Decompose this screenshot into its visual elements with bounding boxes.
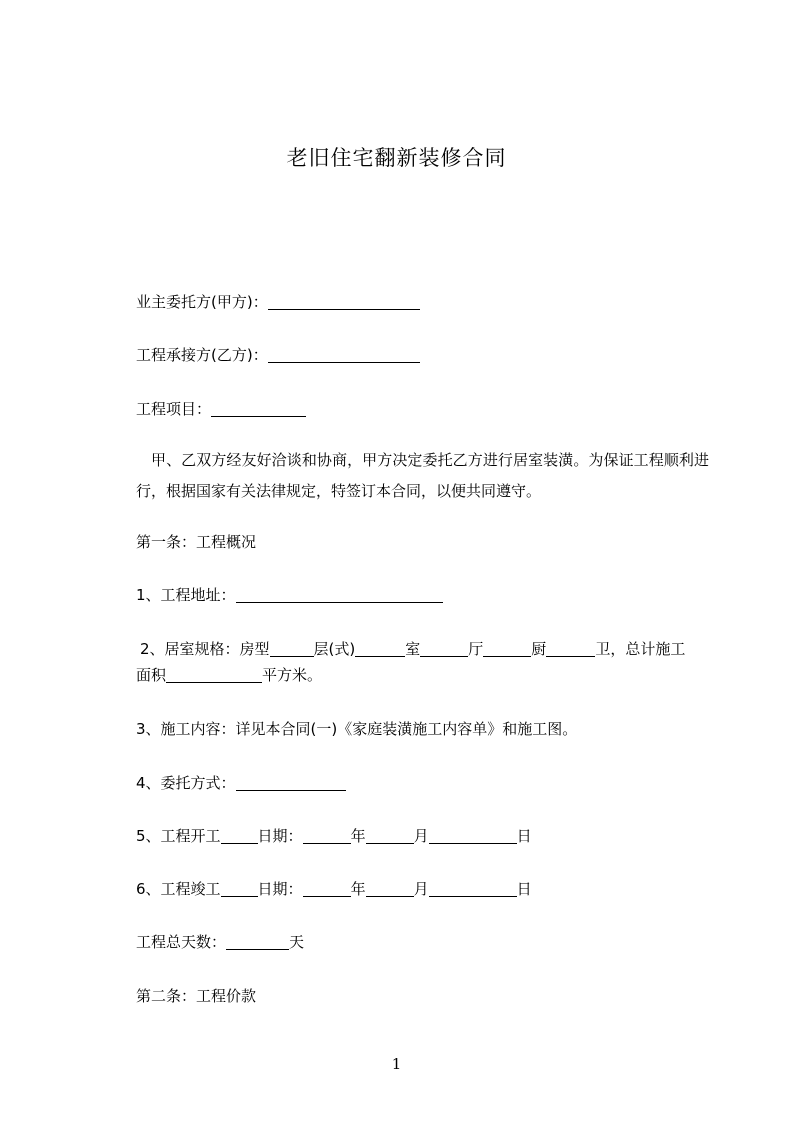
start-date-label: 日期：: [257, 827, 303, 845]
end-year-unit: 年: [350, 880, 366, 898]
spec-floor-label: 层(式): [313, 640, 356, 658]
document-title: 老旧住宅翻新装修合同: [286, 146, 507, 170]
days-blank[interactable]: [226, 933, 289, 950]
spec-room-label: 室: [405, 640, 421, 658]
party-b-label: 工程承接方(乙方)：: [136, 346, 268, 364]
spec-kitchen-label: 厨: [531, 640, 547, 658]
mode-blank[interactable]: [236, 774, 346, 791]
start-month-blank[interactable]: [366, 827, 414, 844]
spec-kitchen-blank[interactable]: [546, 640, 595, 657]
start-line: [136, 823, 532, 849]
end-type-blank[interactable]: [221, 880, 258, 897]
party-a-line: [136, 289, 420, 315]
end-day-unit: 日: [516, 880, 532, 898]
project-label: 工程项目：: [136, 400, 212, 418]
spec-line-1: [140, 636, 685, 662]
party-a-blank[interactable]: [268, 293, 420, 310]
intro-paragraph: 甲、乙双方经友好洽谈和协商，甲方决定委托乙方进行居室装潢。为保证工程顺利进行，根据国家有关法律规定，特签订本合同，以便共同遵守。: [136, 451, 709, 500]
spec-floor-blank[interactable]: [355, 640, 405, 657]
days-line: [136, 929, 304, 955]
start-day-blank[interactable]: [429, 827, 517, 844]
article1-heading: 第一条：工程概况: [136, 533, 257, 551]
start-type-blank[interactable]: [221, 827, 258, 844]
spec-area-prefix: 面积: [136, 666, 167, 684]
mode-line: [136, 770, 346, 796]
start-month-unit: 月: [413, 827, 429, 845]
content-line: 3、施工内容：详见本合同(一)《家庭装潢施工内容单》和施工图。: [136, 720, 578, 738]
party-a-label: 业主委托方(甲方)：: [136, 293, 268, 311]
article2-heading: 第二条：工程价款: [136, 987, 257, 1005]
spec-area-unit: 平方米。: [262, 666, 323, 684]
end-date-label: 日期：: [257, 880, 303, 898]
start-year-unit: 年: [350, 827, 366, 845]
spec-line-2: [136, 662, 322, 688]
spec-prefix: 2、居室规格：房型: [140, 640, 270, 658]
end-year-blank[interactable]: [303, 880, 351, 897]
project-blank[interactable]: [211, 400, 306, 417]
spec-room-blank[interactable]: [420, 640, 468, 657]
project-line: [136, 396, 306, 422]
spec-area-blank[interactable]: [166, 666, 262, 683]
party-b-line: [136, 342, 420, 368]
spec-hall-blank[interactable]: [483, 640, 531, 657]
party-b-blank[interactable]: [268, 346, 420, 363]
address-line: [136, 582, 443, 608]
end-line: [136, 876, 532, 902]
start-day-unit: 日: [516, 827, 532, 845]
end-day-blank[interactable]: [429, 880, 517, 897]
spec-type-blank[interactable]: [270, 640, 314, 657]
mode-label: 4、委托方式：: [136, 774, 236, 792]
end-month-unit: 月: [413, 880, 429, 898]
days-unit: 天: [289, 933, 305, 951]
address-label: 1、工程地址：: [136, 586, 236, 604]
page-number: 1: [391, 1055, 402, 1073]
address-blank[interactable]: [236, 586, 443, 603]
days-label: 工程总天数：: [136, 933, 227, 951]
end-label: 6、工程竣工: [136, 880, 221, 898]
start-year-blank[interactable]: [303, 827, 351, 844]
spec-bath-label: 卫，总计施工: [595, 640, 686, 658]
start-label: 5、工程开工: [136, 827, 221, 845]
spec-hall-label: 厅: [468, 640, 484, 658]
end-month-blank[interactable]: [366, 880, 414, 897]
